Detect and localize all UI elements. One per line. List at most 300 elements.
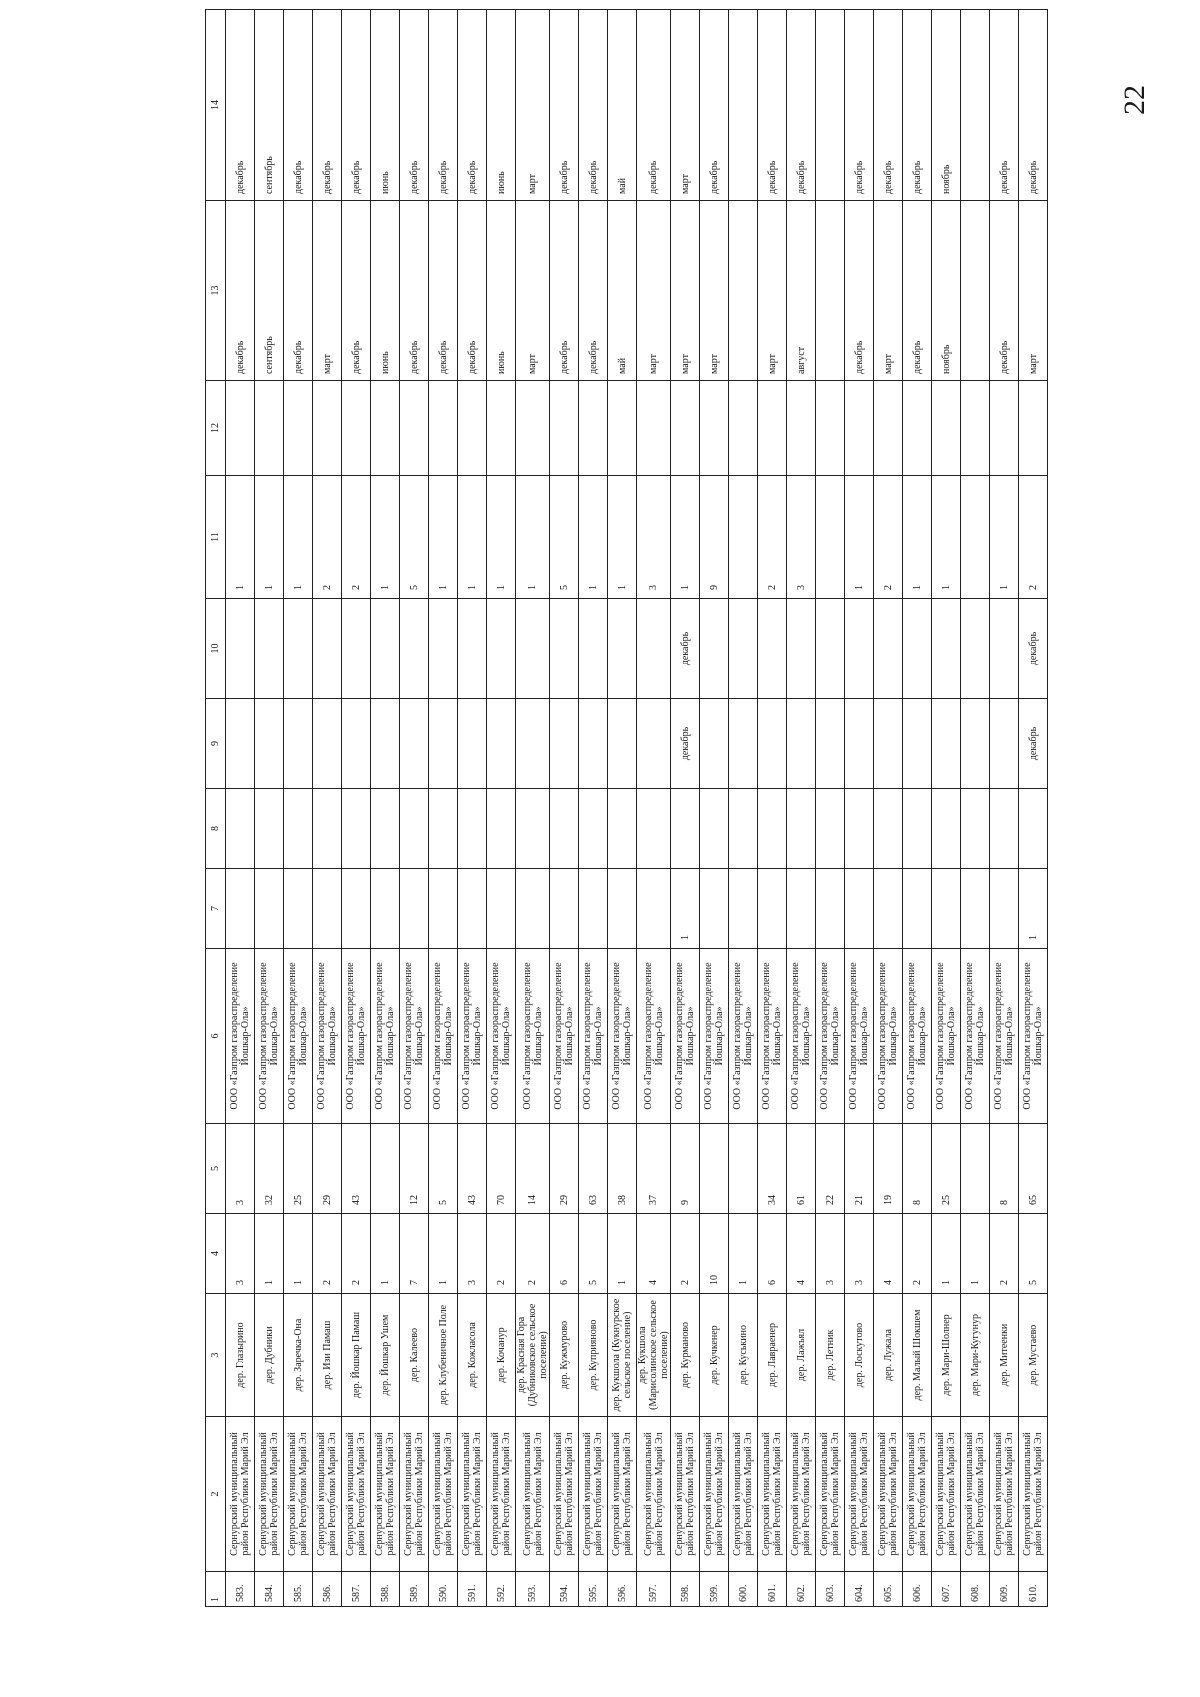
cell-col-14	[961, 10, 990, 201]
cell-col-9	[458, 699, 487, 789]
cell-col-13: декабрь	[458, 201, 487, 381]
cell-col-4: 3	[816, 1214, 845, 1294]
table-row	[874, 10, 903, 1607]
cell-col-13: декабрь	[429, 201, 458, 381]
cell-district: Сернурский муниципальный район Республики Марий Эл	[313, 1417, 342, 1572]
cell-col-10	[874, 599, 903, 699]
cell-col-8	[816, 789, 845, 869]
cell-col-5: 19	[874, 1124, 903, 1214]
cell-col-13: сентябрь	[255, 201, 284, 381]
cell-col-14: июнь	[487, 10, 516, 201]
cell-col-12	[961, 381, 990, 476]
cell-organization: ООО «Газпром газораспределение Йошкар-Ола»	[487, 949, 516, 1124]
cell-col-8	[637, 789, 671, 869]
cell-col-5: 37	[637, 1124, 671, 1214]
cell-col-11: 1	[255, 476, 284, 599]
cell-col-4: 3	[458, 1214, 487, 1294]
cell-col-9	[226, 699, 255, 789]
cell-col-8	[874, 789, 903, 869]
cell-col-5	[961, 1124, 990, 1214]
cell-settlement: дер. Дубники	[255, 1294, 284, 1417]
cell-row-number: 584.	[255, 1572, 284, 1607]
cell-col-5: 8	[903, 1124, 932, 1214]
cell-col-8	[787, 789, 816, 869]
cell-row-number: 595.	[579, 1572, 608, 1607]
cell-col-10	[400, 599, 429, 699]
cell-col-5: 25	[284, 1124, 313, 1214]
table-body	[226, 10, 1048, 1607]
data-table	[205, 9, 1048, 1607]
cell-col-8	[990, 789, 1019, 869]
cell-col-8	[487, 789, 516, 869]
cell-col-12	[637, 381, 671, 476]
cell-col-7	[903, 869, 932, 949]
cell-district: Сернурский муниципальный район Республики Марий Эл	[487, 1417, 516, 1572]
cell-col-7: 1	[1019, 869, 1048, 949]
cell-col-11: 1	[429, 476, 458, 599]
cell-col-4: 1	[608, 1214, 637, 1294]
cell-col-5: 32	[255, 1124, 284, 1214]
cell-organization: ООО «Газпром газораспределение Йошкар-Ола»	[932, 949, 961, 1124]
cell-district: Сернурский муниципальный район Республики Марий Эл	[255, 1417, 284, 1572]
cell-col-14	[729, 10, 758, 201]
cell-col-12	[729, 381, 758, 476]
cell-col-12	[458, 381, 487, 476]
cell-col-7	[961, 869, 990, 949]
cell-col-13: март	[671, 201, 700, 381]
cell-row-number: 592.	[487, 1572, 516, 1607]
cell-row-number: 594.	[550, 1572, 579, 1607]
cell-district: Сернурский муниципальный район Республики Марий Эл	[903, 1417, 932, 1572]
cell-col-7	[637, 869, 671, 949]
table-row	[729, 10, 758, 1607]
cell-col-14: декабрь	[313, 10, 342, 201]
cell-settlement: дер. Лаврaенер	[758, 1294, 787, 1417]
cell-col-11: 2	[342, 476, 371, 599]
cell-settlement: дер. Летник	[816, 1294, 845, 1417]
cell-row-number: 603.	[816, 1572, 845, 1607]
cell-organization: ООО «Газпром газораспределение Йошкар-Ола»	[903, 949, 932, 1124]
table-row	[487, 10, 516, 1607]
cell-district: Сернурский муниципальный район Республики Марий Эл	[371, 1417, 400, 1572]
cell-district: Сернурский муниципальный район Республики Марий Эл	[816, 1417, 845, 1572]
cell-col-13	[729, 201, 758, 381]
cell-col-9	[487, 699, 516, 789]
cell-col-11: 1	[903, 476, 932, 599]
cell-row-number: 599.	[700, 1572, 729, 1607]
cell-col-5: 14	[516, 1124, 550, 1214]
cell-col-12	[342, 381, 371, 476]
cell-settlement: дер. Мари-Кугунур	[961, 1294, 990, 1417]
table-row	[342, 10, 371, 1607]
cell-col-10	[313, 599, 342, 699]
cell-district: Сернурский муниципальный район Республики Марий Эл	[787, 1417, 816, 1572]
cell-col-9	[255, 699, 284, 789]
cell-organization: ООО «Газпром газораспределение Йошкар-Ола»	[700, 949, 729, 1124]
cell-row-number: 593.	[516, 1572, 550, 1607]
cell-row-number: 604.	[845, 1572, 874, 1607]
cell-col-5: 61	[787, 1124, 816, 1214]
cell-col-8	[758, 789, 787, 869]
cell-col-13: декабрь	[845, 201, 874, 381]
cell-col-5: 25	[932, 1124, 961, 1214]
cell-col-7	[787, 869, 816, 949]
cell-col-8	[729, 789, 758, 869]
cell-row-number: 586.	[313, 1572, 342, 1607]
table-row	[313, 10, 342, 1607]
cell-col-4: 2	[342, 1214, 371, 1294]
cell-col-4: 6	[758, 1214, 787, 1294]
cell-col-13: декабрь	[903, 201, 932, 381]
table-row	[371, 10, 400, 1607]
cell-col-11: 1	[487, 476, 516, 599]
cell-col-8	[371, 789, 400, 869]
cell-col-12	[845, 381, 874, 476]
cell-col-7	[400, 869, 429, 949]
cell-row-number: 610.	[1019, 1572, 1048, 1607]
cell-col-10	[284, 599, 313, 699]
cell-col-10	[700, 599, 729, 699]
cell-col-14: декабрь	[342, 10, 371, 201]
cell-col-11: 2	[758, 476, 787, 599]
cell-col-14: июнь	[371, 10, 400, 201]
cell-col-7	[284, 869, 313, 949]
page-number: 22	[1118, 85, 1151, 115]
cell-row-number: 608.	[961, 1572, 990, 1607]
cell-col-5	[729, 1124, 758, 1214]
cell-organization: ООО «Газпром газораспределение Йошкар-Ола»	[758, 949, 787, 1124]
cell-district: Сернурский муниципальный район Республики Марий Эл	[961, 1417, 990, 1572]
cell-col-12	[787, 381, 816, 476]
cell-col-10	[961, 599, 990, 699]
cell-col-14: март	[516, 10, 550, 201]
cell-col-10	[845, 599, 874, 699]
cell-col-14: март	[671, 10, 700, 201]
cell-district: Сернурский муниципальный район Республики Марий Эл	[429, 1417, 458, 1572]
cell-col-13: июнь	[371, 201, 400, 381]
cell-district: Сернурский муниципальный район Республики Марий Эл	[550, 1417, 579, 1572]
cell-col-13: март	[637, 201, 671, 381]
col-header-7: 7	[206, 869, 226, 949]
cell-col-9	[342, 699, 371, 789]
cell-organization: ООО «Газпром газораспределение Йошкар-Ола»	[729, 949, 758, 1124]
col-header-9: 9	[206, 699, 226, 789]
rotated-table-canvas	[205, 82, 1055, 1607]
cell-col-7	[516, 869, 550, 949]
cell-settlement: дер. Клубеничное Поле	[429, 1294, 458, 1417]
cell-col-13: март	[758, 201, 787, 381]
cell-col-12	[990, 381, 1019, 476]
cell-col-4: 2	[487, 1214, 516, 1294]
cell-col-13: ноябрь	[932, 201, 961, 381]
cell-col-10	[729, 599, 758, 699]
cell-col-12	[579, 381, 608, 476]
cell-col-11	[729, 476, 758, 599]
cell-settlement: дер. Кукшола (Марисолинское сельское поселение)	[637, 1294, 671, 1417]
col-header-11: 11	[206, 476, 226, 599]
cell-col-10	[255, 599, 284, 699]
rotated-table-frame	[205, 82, 1055, 1607]
table-row	[758, 10, 787, 1607]
col-header-10: 10	[206, 599, 226, 699]
cell-organization: ООО «Газпром газораспределение Йошкар-Ола»	[845, 949, 874, 1124]
cell-district: Сернурский муниципальный район Республики Марий Эл	[874, 1417, 903, 1572]
cell-col-12	[487, 381, 516, 476]
cell-col-8	[903, 789, 932, 869]
cell-col-8	[579, 789, 608, 869]
cell-col-4: 1	[429, 1214, 458, 1294]
cell-col-12	[932, 381, 961, 476]
cell-col-4: 4	[787, 1214, 816, 1294]
table-row	[400, 10, 429, 1607]
cell-col-8	[255, 789, 284, 869]
cell-district: Сернурский муниципальный район Республики Марий Эл	[758, 1417, 787, 1572]
cell-col-7	[550, 869, 579, 949]
cell-district: Сернурский муниципальный район Республики Марий Эл	[932, 1417, 961, 1572]
cell-col-13: март	[516, 201, 550, 381]
cell-settlement: дер. Калеево	[400, 1294, 429, 1417]
cell-row-number: 591.	[458, 1572, 487, 1607]
cell-col-7	[255, 869, 284, 949]
cell-col-7: 1	[671, 869, 700, 949]
cell-settlement: дер. Йошкар Памаш	[342, 1294, 371, 1417]
cell-organization: ООО «Газпром газораспределение Йошкар-Ола»	[1019, 949, 1048, 1124]
cell-col-13	[961, 201, 990, 381]
cell-col-14: декабрь	[700, 10, 729, 201]
table-row	[637, 10, 671, 1607]
cell-row-number: 588.	[371, 1572, 400, 1607]
cell-col-9	[874, 699, 903, 789]
cell-col-13: декабрь	[400, 201, 429, 381]
cell-settlement: дер. Куприяново	[579, 1294, 608, 1417]
cell-col-14: декабрь	[284, 10, 313, 201]
cell-row-number: 590.	[429, 1572, 458, 1607]
cell-col-12	[608, 381, 637, 476]
cell-col-5: 65	[1019, 1124, 1048, 1214]
cell-col-9	[700, 699, 729, 789]
cell-col-14: декабрь	[758, 10, 787, 201]
cell-col-4: 1	[961, 1214, 990, 1294]
cell-col-5: 29	[550, 1124, 579, 1214]
cell-col-5: 34	[758, 1124, 787, 1214]
cell-col-11: 5	[550, 476, 579, 599]
cell-settlement: дер. Курманово	[671, 1294, 700, 1417]
cell-col-11: 1	[284, 476, 313, 599]
cell-col-9	[816, 699, 845, 789]
cell-col-10: декабрь	[671, 599, 700, 699]
cell-row-number: 607.	[932, 1572, 961, 1607]
cell-col-14: ноябрь	[932, 10, 961, 201]
cell-organization: ООО «Газпром газораспределение Йошкар-Ола»	[516, 949, 550, 1124]
cell-col-10	[516, 599, 550, 699]
cell-district: Сернурский муниципальный район Республики Марий Эл	[342, 1417, 371, 1572]
cell-row-number: 597.	[637, 1572, 671, 1607]
cell-col-13: июнь	[487, 201, 516, 381]
cell-col-12	[255, 381, 284, 476]
cell-col-5: 12	[400, 1124, 429, 1214]
cell-col-11: 5	[400, 476, 429, 599]
cell-col-5: 22	[816, 1124, 845, 1214]
cell-col-7	[932, 869, 961, 949]
col-header-4: 4	[206, 1214, 226, 1294]
cell-col-9	[787, 699, 816, 789]
cell-settlement: дер. Лужала	[874, 1294, 903, 1417]
cell-col-13	[816, 201, 845, 381]
cell-row-number: 605.	[874, 1572, 903, 1607]
table-row	[903, 10, 932, 1607]
table-row	[787, 10, 816, 1607]
cell-col-10	[608, 599, 637, 699]
cell-col-14: декабрь	[903, 10, 932, 201]
cell-col-14: декабрь	[429, 10, 458, 201]
cell-settlement: дер. Малый Шокшем	[903, 1294, 932, 1417]
table-row	[845, 10, 874, 1607]
cell-col-13: декабрь	[226, 201, 255, 381]
cell-col-13: декабрь	[284, 201, 313, 381]
table-row	[550, 10, 579, 1607]
cell-col-13: май	[608, 201, 637, 381]
cell-col-4: 1	[729, 1214, 758, 1294]
cell-district: Сернурский муниципальный район Республики Марий Эл	[400, 1417, 429, 1572]
cell-row-number: 585.	[284, 1572, 313, 1607]
cell-settlement: дер. Кучкенер	[700, 1294, 729, 1417]
cell-district: Сернурский муниципальный район Республики Марий Эл	[608, 1417, 637, 1572]
cell-col-9	[313, 699, 342, 789]
cell-row-number: 596.	[608, 1572, 637, 1607]
cell-col-9	[516, 699, 550, 789]
cell-organization: ООО «Газпром газораспределение Йошкар-Ола»	[313, 949, 342, 1124]
cell-organization: ООО «Газпром газораспределение Йошкар-Ола»	[579, 949, 608, 1124]
cell-col-10	[637, 599, 671, 699]
cell-col-9	[729, 699, 758, 789]
cell-col-9	[284, 699, 313, 789]
cell-organization: ООО «Газпром газораспределение Йошкар-Ола»	[816, 949, 845, 1124]
cell-settlement: дер. Изи Памаш	[313, 1294, 342, 1417]
cell-col-8	[845, 789, 874, 869]
cell-col-8	[700, 789, 729, 869]
cell-settlement: дер. Кожласола	[458, 1294, 487, 1417]
cell-col-7	[579, 869, 608, 949]
cell-col-8	[342, 789, 371, 869]
cell-settlement: дер. Йошкар Ушем	[371, 1294, 400, 1417]
cell-col-7	[758, 869, 787, 949]
cell-district: Сернурский муниципальный район Республики Марий Эл	[990, 1417, 1019, 1572]
cell-col-13: март	[700, 201, 729, 381]
cell-col-11: 1	[990, 476, 1019, 599]
cell-col-14: декабрь	[458, 10, 487, 201]
cell-col-9: декабрь	[1019, 699, 1048, 789]
cell-col-11: 1	[516, 476, 550, 599]
cell-col-12	[371, 381, 400, 476]
cell-col-8	[429, 789, 458, 869]
cell-organization: ООО «Газпром газораспределение Йошкар-Ола»	[787, 949, 816, 1124]
table-row	[990, 10, 1019, 1607]
cell-col-5: 21	[845, 1124, 874, 1214]
cell-col-11: 3	[787, 476, 816, 599]
table-row	[608, 10, 637, 1607]
table-row	[1019, 10, 1048, 1607]
table-row	[579, 10, 608, 1607]
cell-col-10	[371, 599, 400, 699]
cell-col-14: декабрь	[579, 10, 608, 201]
cell-col-4: 2	[903, 1214, 932, 1294]
cell-col-11: 9	[700, 476, 729, 599]
cell-organization: ООО «Газпром газораспределение Йошкар-Ола»	[961, 949, 990, 1124]
cell-col-9	[990, 699, 1019, 789]
cell-col-5: 43	[342, 1124, 371, 1214]
cell-settlement: дер. Красная Гора (Дубниковское сельское поселение)	[516, 1294, 550, 1417]
table-row	[429, 10, 458, 1607]
cell-col-10	[758, 599, 787, 699]
table-row	[671, 10, 700, 1607]
cell-district: Сернурский муниципальный район Республики Марий Эл	[845, 1417, 874, 1572]
cell-organization: ООО «Газпром газораспределение Йошкар-Ола»	[671, 949, 700, 1124]
cell-col-13: декабрь	[550, 201, 579, 381]
cell-settlement: дер. Лажъял	[787, 1294, 816, 1417]
cell-col-8	[516, 789, 550, 869]
cell-organization: ООО «Газпром газораспределение Йошкар-Ола»	[990, 949, 1019, 1124]
cell-col-14: декабрь	[637, 10, 671, 201]
cell-col-5: 9	[671, 1124, 700, 1214]
cell-row-number: 606.	[903, 1572, 932, 1607]
cell-col-8	[1019, 789, 1048, 869]
cell-col-12	[874, 381, 903, 476]
cell-col-9	[400, 699, 429, 789]
cell-organization: ООО «Газпром газораспределение Йошкар-Ола»	[874, 949, 903, 1124]
cell-col-10	[550, 599, 579, 699]
table-row	[255, 10, 284, 1607]
cell-col-12	[758, 381, 787, 476]
column-number-row	[206, 10, 226, 1607]
cell-col-4: 3	[226, 1214, 255, 1294]
cell-col-8	[961, 789, 990, 869]
cell-col-14: декабрь	[550, 10, 579, 201]
cell-col-12	[226, 381, 255, 476]
cell-organization: ООО «Газпром газораспределение Йошкар-Ола»	[342, 949, 371, 1124]
cell-col-8	[550, 789, 579, 869]
cell-col-12	[313, 381, 342, 476]
cell-col-10: декабрь	[1019, 599, 1048, 699]
cell-col-12	[1019, 381, 1048, 476]
cell-col-10	[990, 599, 1019, 699]
cell-col-7	[487, 869, 516, 949]
cell-col-4: 2	[313, 1214, 342, 1294]
cell-row-number: 609.	[990, 1572, 1019, 1607]
cell-col-4: 1	[932, 1214, 961, 1294]
cell-col-11: 1	[845, 476, 874, 599]
cell-col-7	[729, 869, 758, 949]
cell-col-7	[342, 869, 371, 949]
cell-col-7	[458, 869, 487, 949]
cell-organization: ООО «Газпром газораспределение Йошкар-Ола»	[608, 949, 637, 1124]
table-row	[816, 10, 845, 1607]
cell-col-10	[816, 599, 845, 699]
cell-col-4: 3	[845, 1214, 874, 1294]
cell-col-7	[816, 869, 845, 949]
cell-settlement: дер. Митеенки	[990, 1294, 1019, 1417]
cell-col-10	[579, 599, 608, 699]
cell-col-7	[313, 869, 342, 949]
cell-col-10	[458, 599, 487, 699]
cell-col-5: 3	[226, 1124, 255, 1214]
cell-col-4: 10	[700, 1214, 729, 1294]
cell-col-11: 2	[313, 476, 342, 599]
col-header-3: 3	[206, 1294, 226, 1417]
cell-col-5: 70	[487, 1124, 516, 1214]
cell-col-11	[816, 476, 845, 599]
cell-col-13: март	[313, 201, 342, 381]
col-header-2: 2	[206, 1417, 226, 1572]
